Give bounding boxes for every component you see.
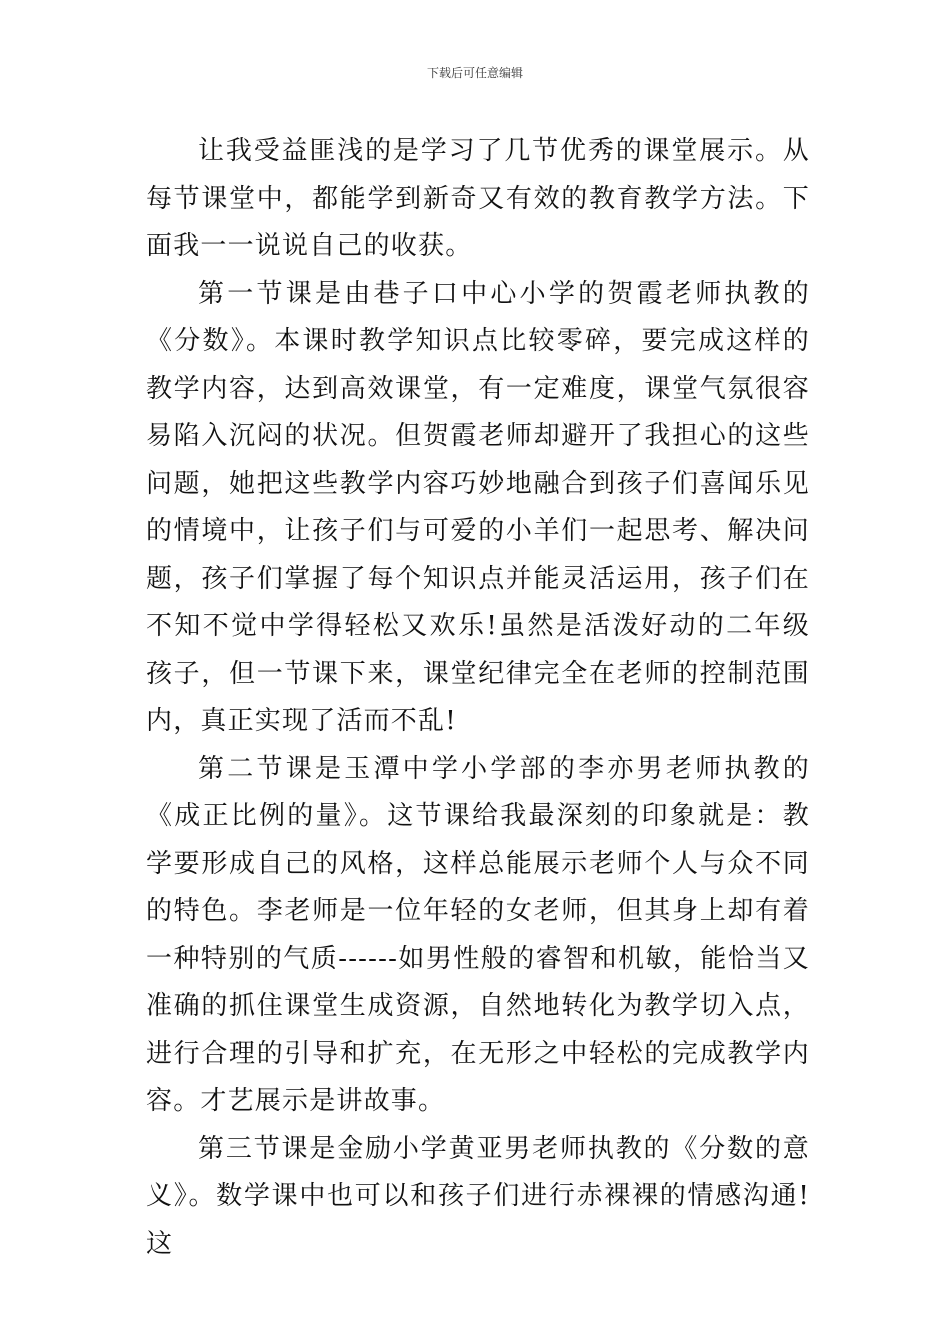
document-body bbox=[146, 128, 810, 1268]
paragraph-first-lesson: 第一节课是由巷子口中心小学的贺霞老师执教的《分数》。本课时教学知识点比较零碎，要完成这样的教学内容，达到高效课堂，有一定难度，课堂气氛很容易陷入沉闷的状况。但贺霞老师却避开了我担心的这些问题，她把这些教学内容巧妙地融合到孩子们喜闻乐见的情境中，让孩子们与可爱的小羊们一起思考、解决问题，孩子们掌握了每个知识点并能灵活运用，孩子们在不知不觉中学得轻松又欢乐!虽然是活泼好动的二年级孩子，但一节课下来，课堂纪律完全在老师的控制范围内，真正实现了活而不乱! bbox=[146, 278, 810, 736]
page-header-note: 下载后可任意编辑 bbox=[426, 66, 523, 80]
paragraph-intro: 让我受益匪浅的是学习了几节优秀的课堂展示。从每节课堂中，都能学到新奇又有效的教育教学方法。下面我一一说说自己的收获。 bbox=[146, 136, 810, 261]
paragraph-third-lesson: 第三节课是金励小学黄亚男老师执教的《分数的意义》。数学课中也可以和孩子们进行赤裸裸的情感沟通!这 bbox=[146, 1133, 810, 1259]
paragraph-second-lesson: 第二节课是玉潭中学小学部的李亦男老师执教的《成正比例的量》。这节课给我最深刻的印象就是：教学要形成自己的风格，这样总能展示老师个人与众不同的特色。李老师是一位年轻的女老师，但其身上却有着一种特别的气质------如男性般的睿智和机敏，能恰当又准确的抓住课堂生成资源，自然地转化为教学切入点，进行合理的引导和扩充，在无形之中轻松的完成教学内容。才艺展示是讲故事。 bbox=[146, 753, 810, 1116]
